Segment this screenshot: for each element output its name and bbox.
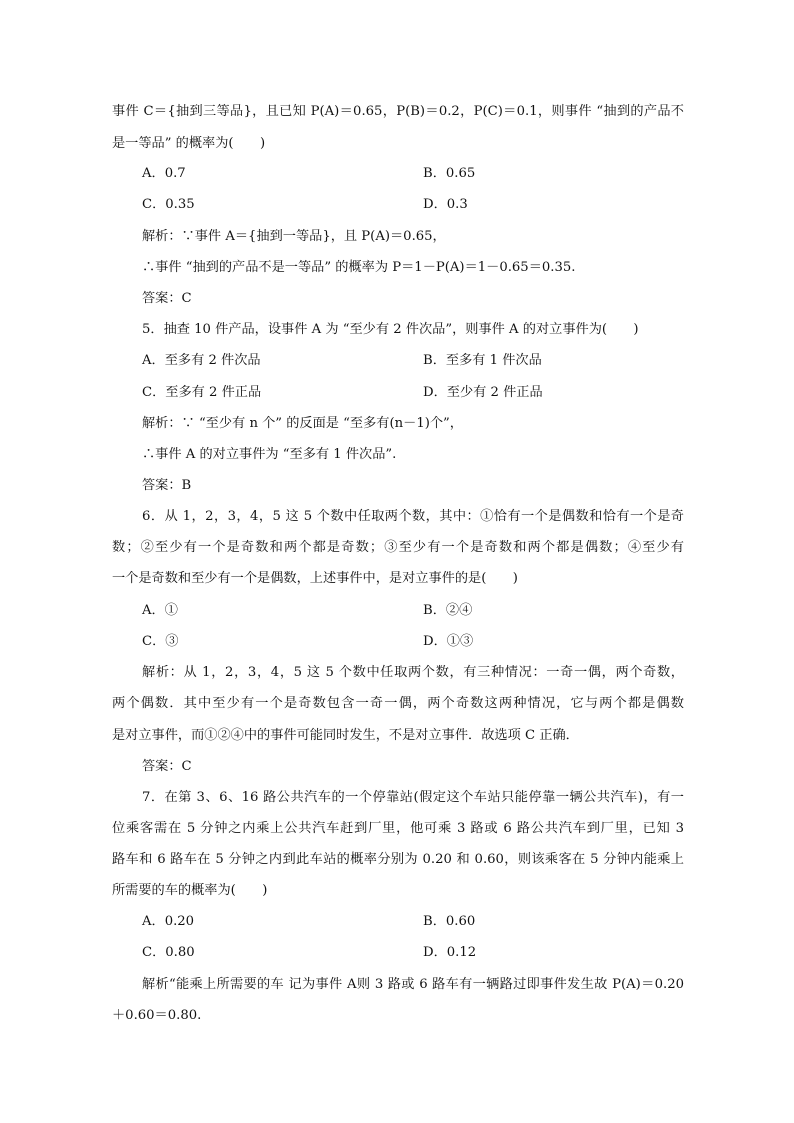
- q5-option-b: B．至多有 1 件次品: [423, 353, 542, 368]
- q4-analysis-line-2: ∴事件 “抽到的产品不是一等品” 的概率为 P＝1－P(A)＝1－0.65＝0.35.: [142, 260, 576, 275]
- q6-analysis-line-1: 解析：从 1，2，3，4，5 这 5 个数中任取两个数，有三种情况：一奇一偶，两个奇数，: [142, 665, 684, 680]
- q7-option-d: D．0.12: [423, 945, 477, 960]
- q7-option-c: C．0.80: [142, 945, 195, 960]
- q5-option-a: A．至多有 2 件次品: [142, 353, 261, 368]
- q6-analysis-line-2: 两个偶数．其中至少有一个是奇数包含一奇一偶，两个奇数这两种情况，它与两个都是偶数: [112, 696, 684, 711]
- q6-stem-line-3: 一个是奇数和至少有一个是偶数，上述事件中，是对立事件的是( ): [112, 571, 518, 586]
- q7-stem-line-3: 路车和 6 路车在 5 分钟之内到此车站的概率分别为 0.20 和 0.60，则该乘客在 5 分钟内能乘上: [112, 852, 684, 867]
- q4-option-c: C．0.35: [142, 197, 195, 212]
- q5-stem-line-1: 5．抽查 10 件产品，设事件 A 为 “至少有 2 件次品”，则事件 A 的对立事件为( ): [142, 322, 639, 337]
- q6-stem-line-2: 数；②至少有一个是奇数和两个都是奇数；③至少有一个是奇数和两个都是偶数；④至少有: [112, 540, 684, 555]
- q5-analysis-line-2: ∴事件 A 的对立事件为 “至多有 1 件次品”.: [142, 447, 397, 462]
- q7-stem-line-2: 位乘客需在 5 分钟之内乘上公共汽车赶到厂里，他可乘 3 路或 6 路公共汽车到厂里，已知 3: [112, 821, 684, 836]
- q7-analysis-line-2: ＋0.60＝0.80.: [112, 1008, 202, 1023]
- q4-stem-line-2: 是一等品” 的概率为( ): [112, 136, 266, 151]
- q7-option-b: B．0.60: [423, 914, 476, 929]
- q6-option-b: B．②④: [423, 603, 473, 618]
- q4-option-d: D．0.3: [423, 197, 468, 212]
- q6-option-d: D．①③: [423, 634, 474, 649]
- q7-analysis-line-1: 解析“能乘上所需要的车 记为事件 A则 3 路或 6 路车有一辆路过即事件发生故 P(A)＝0.20: [142, 977, 684, 992]
- q6-option-a: A．①: [142, 603, 178, 618]
- q4-option-a: A．0.7: [142, 166, 186, 181]
- q6-option-c: C．③: [142, 634, 179, 649]
- q6-analysis-line-3: 是对立事件，而①②④中的事件可能同时发生，不是对立事件．故选项 C 正确．: [112, 728, 579, 743]
- q4-stem-line-1: 事件 C＝{抽到三等品}，且已知 P(A)＝0.65，P(B)＝0.2，P(C)＝0.1，则事件 “抽到的产品不: [112, 104, 684, 119]
- q7-stem-line-1: 7．在第 3、6、16 路公共汽车的一个停靠站(假定这个车站只能停靠一辆公共汽车)，有一: [142, 790, 684, 805]
- q7-stem-line-4: 所需要的车的概率为( ): [112, 883, 268, 898]
- q5-answer: 答案：B: [142, 478, 192, 493]
- q4-answer: 答案：C: [142, 291, 192, 306]
- q7-option-a: A．0.20: [142, 914, 195, 929]
- q6-answer: 答案：C: [142, 759, 192, 774]
- q5-analysis-line-1: 解析：∵ “至少有 n 个” 的反面是 “至多有(n－1)个”，: [142, 416, 463, 431]
- q5-option-d: D．至少有 2 件正品: [423, 385, 543, 400]
- q4-option-b: B．0.65: [423, 166, 476, 181]
- q6-stem-line-1: 6．从 1，2，3，4，5 这 5 个数中任取两个数，其中：①恰有一个是偶数和恰有一个是奇: [142, 509, 684, 524]
- q4-analysis-line-1: 解析：∵事件 A＝{抽到一等品}，且 P(A)＝0.65，: [142, 229, 446, 244]
- q5-option-c: C．至多有 2 件正品: [142, 385, 262, 400]
